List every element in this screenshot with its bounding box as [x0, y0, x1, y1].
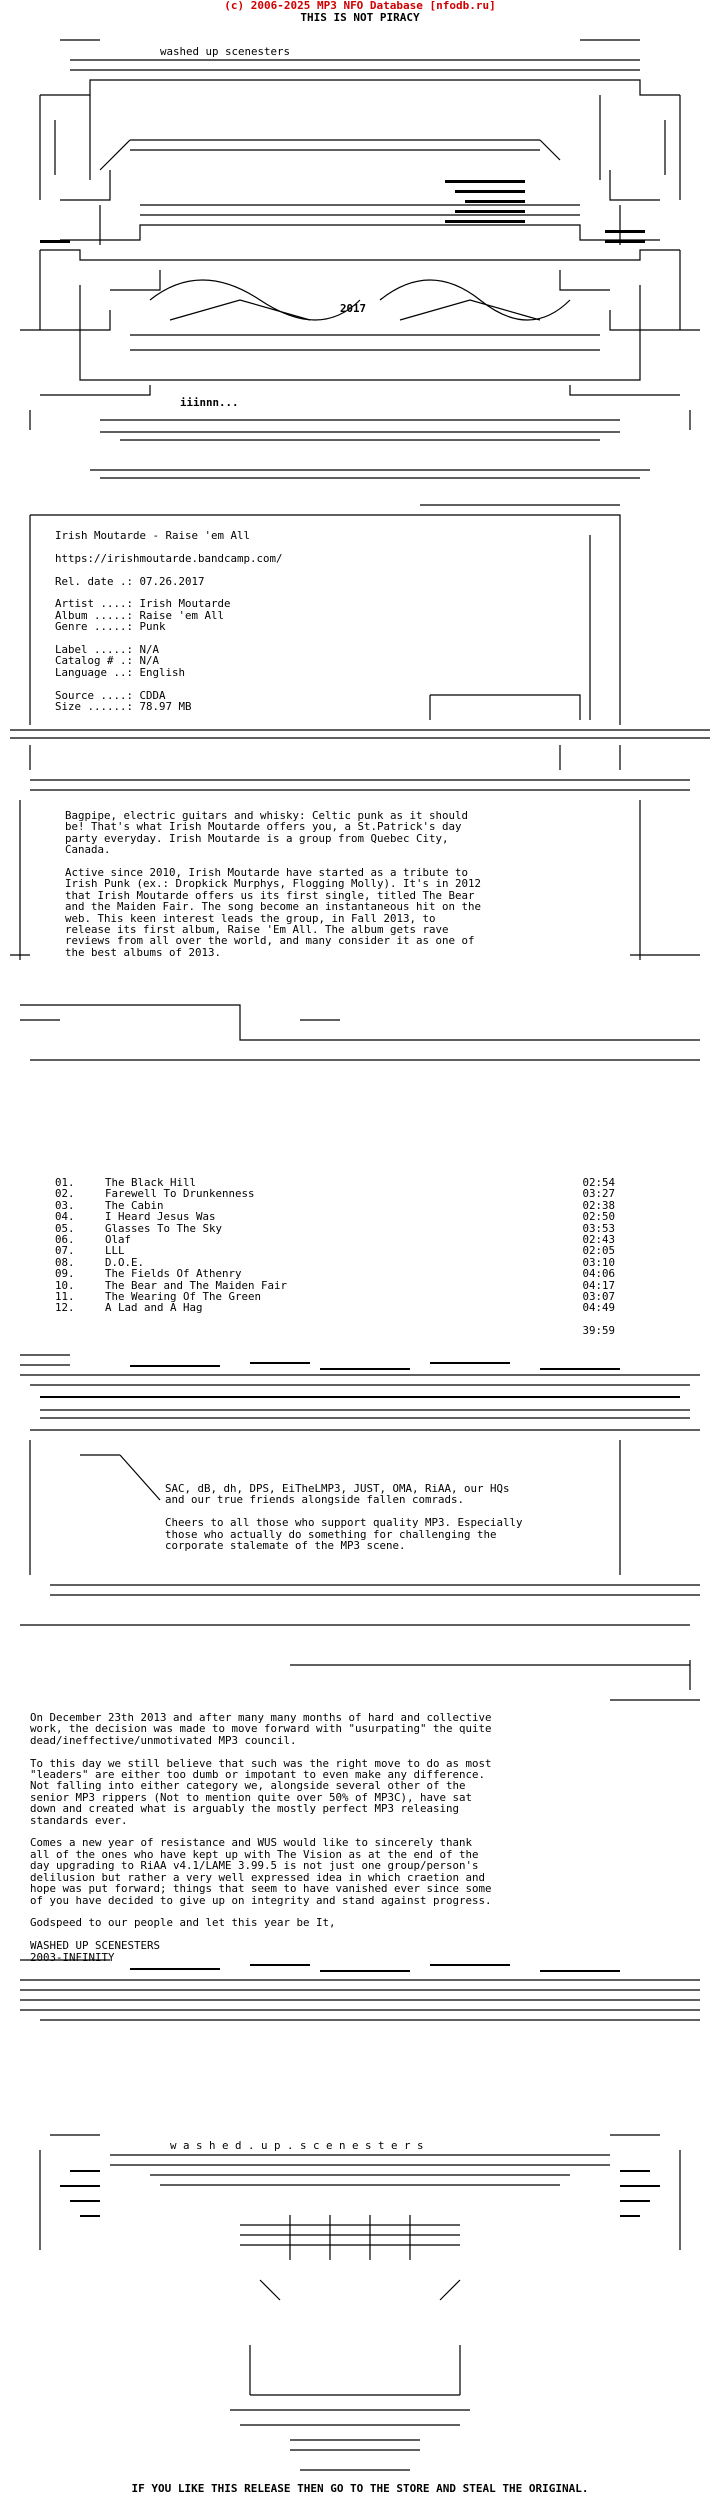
signature-name: WASHED UP SCENESTERS: [30, 1939, 161, 1953]
stmt-p2-l2: "leaders" are either too dumb or impotant to even make any difference.: [30, 1768, 486, 1782]
desc-p2-l2: Irish Punk (ex.: Dropkick Murphys, Flogging Molly). It's in 2012: [65, 877, 482, 891]
stmt-p4: Godspeed to our people and let this year be It,: [30, 1916, 336, 1930]
signature-years: 2003-INFINITY: [30, 1950, 115, 1964]
source-line: (c) 2006-2025 MP3 NFO Database [nfodb.ru]: [224, 0, 496, 12]
desc-p2-l7: reviews from all over the world, and many consider it as one of: [65, 934, 475, 948]
bottom-logo-art: [40, 2135, 680, 2470]
genre-label: Genre .....:: [55, 620, 134, 634]
greets: [165, 1483, 523, 1551]
track-row: 04. I Heard Jesus Was 02:50: [55, 1210, 615, 1224]
desc-p2-l4: and the Maiden Fair. The song become an instantaneous hit on the: [65, 900, 482, 914]
release-title: Irish Moutarde - Raise 'em All: [55, 529, 251, 542]
size-label: Size ......:: [55, 700, 134, 714]
stmt-p1-l2: work, the decision was made to move forward with "usurpating" the quite: [30, 1722, 492, 1736]
description: [65, 810, 481, 958]
desc-p2-l5: web. This keen interest leads the group, in Fall 2013, to: [65, 911, 436, 925]
top-logo-dots: [40, 180, 645, 243]
bottom-logo-dots: [60, 2170, 660, 2217]
track-row: 05. Glasses To The Sky 03:53: [55, 1221, 615, 1235]
release-url: https://irishmoutarde.bandcamp.com/: [55, 551, 283, 565]
track-row: 02. Farewell To Drunkenness 03:27: [55, 1187, 615, 1201]
track-row: 10. The Bear and The Maiden Fair 04:17: [55, 1278, 615, 1292]
stmt-p2-l3: Not falling into either category we, alongside several other of the: [30, 1779, 466, 1793]
stmt-p3-l5: hope was put forward; things that seem to have vanished ever since some: [30, 1882, 492, 1896]
disclaimer: THIS IS NOT PIRACY: [300, 11, 420, 24]
track-row: 07. LLL 02:05: [55, 1244, 615, 1258]
stmt-p3-l1: Comes a new year of resistance and WUS would like to sincerely thank: [30, 1836, 473, 1850]
desc-p1-l4: Canada.: [65, 843, 111, 857]
stmt-p2-l1: To this day we still believe that such was the right move to do as most: [30, 1756, 492, 1770]
size: 78.97 MB: [139, 700, 192, 714]
label-label: Label .....:: [55, 643, 134, 657]
stmt-p1-l1: On December 23th 2013 and after many many months of hard and collective: [30, 1711, 492, 1724]
desc-p2-l1: Active since 2010, Irish Moutarde have started as a tribute to: [65, 866, 469, 880]
greets-l2: and our true friends alongside fallen comrads.: [165, 1493, 465, 1507]
greets-l3: Cheers to all those who support quality MP3. Especially: [165, 1516, 523, 1530]
desc-p1-l3: party everyday. Irish Moutarde is a group from Quebec City,: [65, 831, 449, 845]
source: CDDA: [139, 688, 166, 702]
track-row: 03. The Cabin 02:38: [55, 1198, 615, 1212]
genre: Punk: [139, 620, 166, 634]
stmt-p2-l6: standards ever.: [30, 1813, 128, 1827]
desc-p1-l1: Bagpipe, electric guitars and whisky: Celtic punk as it should: [65, 809, 469, 822]
track-row: 08. D.O.E. 03:10: [55, 1255, 615, 1269]
logo-year: 2017: [340, 302, 367, 315]
stmt-p2-l4: senior MP3 rippers (Not to mention quite over 50% of MP3C), have sat: [30, 1790, 473, 1804]
stmt-p3-l3: day upgrading to RiAA v4.1/LAME 3.99.5 is not just one group/person's: [30, 1859, 479, 1873]
stmt-p3-l2: all of the ones who have kept up with The Vision as at the end of the: [30, 1847, 479, 1861]
group-name: washed up scenesters: [160, 45, 291, 58]
top-logo-frame: [20, 40, 700, 478]
tracklist-dots: [40, 1362, 680, 1398]
desc-p2-l8: the best albums of 2013.: [65, 945, 222, 959]
release-info: [55, 530, 283, 713]
statement: [30, 1712, 492, 1963]
desc-p2-l6: release its first album, Raise 'Em All. The album gets rave: [65, 923, 449, 937]
footer-text: IF YOU LIKE THIS RELEASE THEN GO TO THE STORE AND STEAL THE ORIGINAL.: [131, 2482, 589, 2495]
source-label: Source ....:: [55, 688, 134, 702]
statement-dots: [130, 1964, 620, 1972]
greets-l1: SAC, dB, dh, DPS, EiTheLMP3, JUST, OMA, RiAA, our HQs: [165, 1482, 510, 1495]
tracklist-frame: [20, 1355, 700, 1595]
track-row: 11. The Wearing Of The Green 03:07: [55, 1290, 615, 1304]
total-time: 39:59: [582, 1324, 615, 1338]
language-label: Language ..:: [55, 665, 134, 679]
label: N/A: [139, 643, 160, 657]
track-row: 06. Olaf 02:43: [55, 1233, 615, 1247]
rel-date-label: Rel. date .:: [55, 574, 134, 588]
greets-l5: corporate stalemate of the MP3 scene.: [165, 1539, 406, 1553]
logo-tagline: iiinnn...: [180, 396, 239, 409]
desc-p1-l2: be! That's what Irish Moutarde offers you, a St.Patrick's day: [65, 820, 462, 834]
catalog-label: Catalog # .:: [55, 654, 134, 668]
stmt-p2-l5: down and created what is arguably the mostly perfect MP3 releasing: [30, 1802, 460, 1816]
catalog: N/A: [139, 654, 160, 668]
album-label: Album .....:: [55, 608, 134, 622]
track-row: 09. The Fields Of Athenry 04:06: [55, 1267, 615, 1281]
stmt-p3-l4: delilusion but rather a very well expressed idea in which craetion and: [30, 1870, 486, 1884]
desc-p2-l3: that Irish Moutarde offers us its first single, titled The Bear: [65, 888, 475, 902]
language: English: [139, 665, 186, 679]
stmt-p1-l3: dead/ineffective/unmotivated MP3 council.: [30, 1733, 297, 1747]
tracklist: [55, 1177, 615, 1337]
track-row: 12. A Lad and A Hag 04:49: [55, 1301, 615, 1315]
bottom-logo-text: w a s h e d . u p . s c e n e s t e r s: [170, 2139, 424, 2152]
rel-date: 07.26.2017: [139, 574, 205, 588]
artist-label: Artist ....:: [55, 597, 134, 611]
album: Raise 'em All: [139, 608, 225, 622]
greets-l4: those who actually do something for challenging the: [165, 1527, 497, 1541]
artist: Irish Moutarde: [139, 597, 231, 611]
track-row: 01. The Black Hill 02:54: [55, 1176, 615, 1189]
stmt-p3-l6: of you have decided to give up on integrity and stand against progress.: [30, 1893, 492, 1907]
